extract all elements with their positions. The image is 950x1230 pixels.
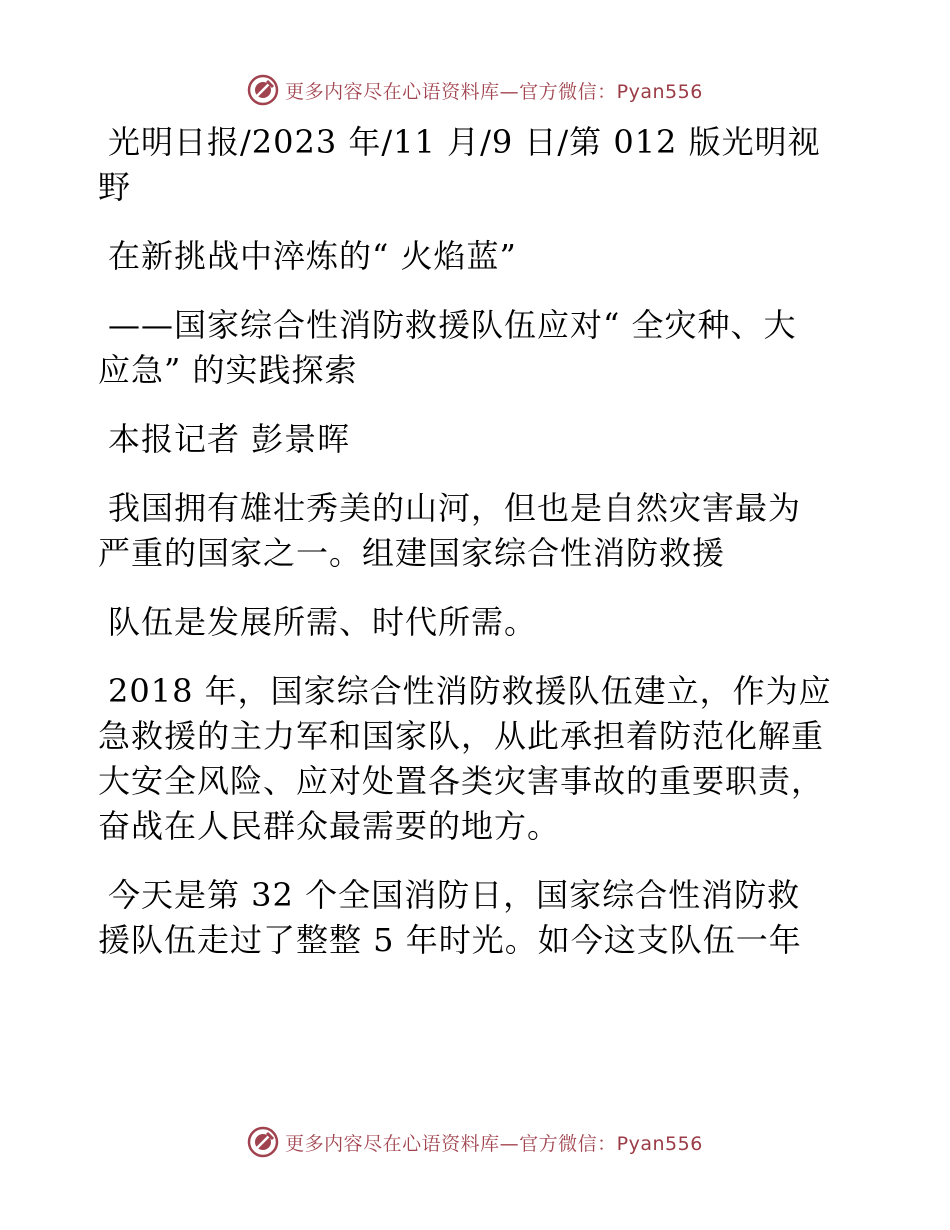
text-line: 光明日报/2023 年/11 月/9 日/第 012 版光明视 [108, 123, 821, 161]
text-line: 2018 年，国家综合性消防救援队伍建立，作为应 [108, 672, 832, 710]
text-line: ——国家综合性消防救援队伍应对“ 全灾种、大 [108, 306, 797, 344]
text-line: 大安全风险、应对处置各类灾害事故的重要职责， [98, 762, 825, 800]
seal-logo-icon [247, 74, 279, 106]
seal-logo-icon [247, 1126, 279, 1158]
watermark-text: 更多内容尽在心语资料库—官方微信：Pyan556 [285, 1132, 703, 1155]
watermark-header [0, 70, 950, 110]
text-line: 我国拥有雄壮秀美的山河，但也是自然灾害最为 [108, 489, 802, 527]
text-line: 援队伍走过了整整 5 年时光。如今这支队伍一年 [98, 921, 802, 959]
text-line: 应急” 的实践探索 [98, 351, 358, 389]
text-line: 奋战在人民群众最需要的地方。 [98, 807, 561, 845]
document-body [98, 120, 858, 963]
watermark-text: 更多内容尽在心语资料库—官方微信：Pyan556 [285, 80, 703, 103]
text-line: 队伍是发展所需、时代所需。 [108, 603, 538, 641]
text-line: 今天是第 32 个全国消防日，国家综合性消防救 [108, 876, 801, 914]
text-line: 野 [98, 168, 132, 206]
text-line: 在新挑战中淬炼的“ 火焰蓝” [108, 237, 517, 275]
text-line: 本报记者 彭景晖 [108, 420, 351, 458]
text-line: 严重的国家之一。组建国家综合性消防救援 [98, 534, 726, 572]
watermark-footer [0, 1122, 950, 1162]
text-line: 急救援的主力军和国家队，从此承担着防范化解重 [98, 717, 825, 755]
